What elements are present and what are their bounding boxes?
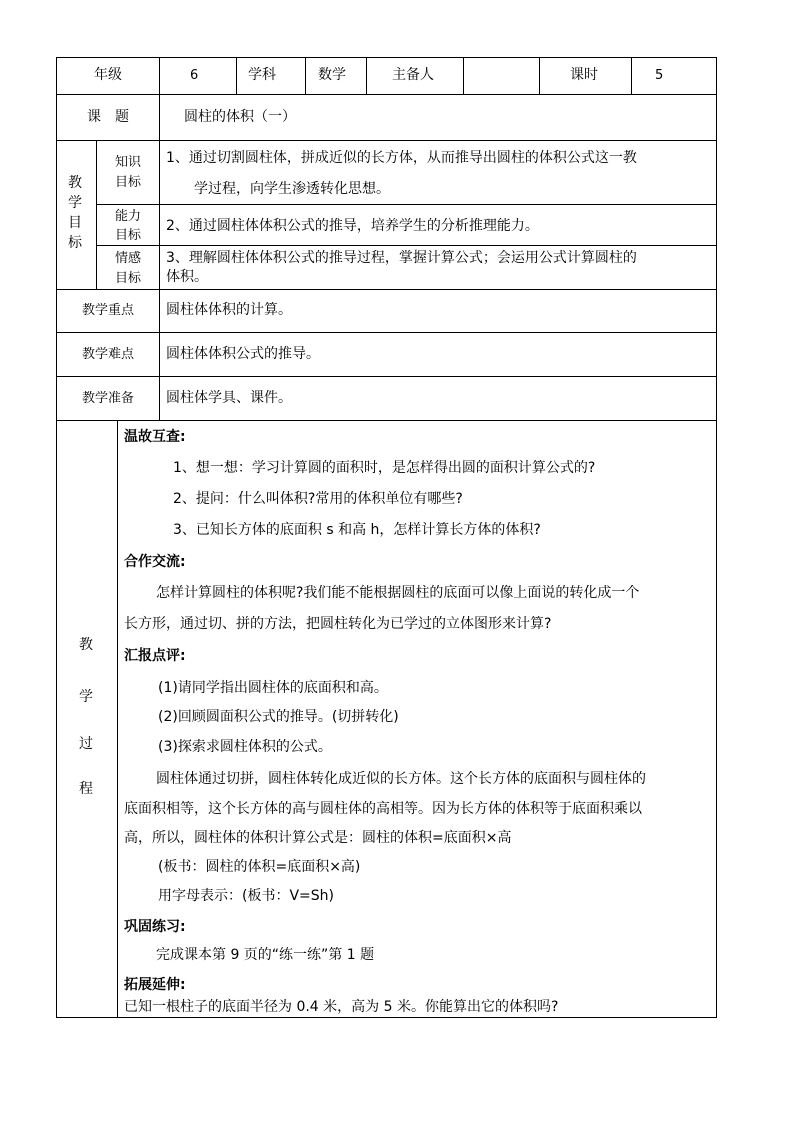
row-divider [56,140,717,141]
emotion-text: 3、理解圆柱体体积公式的推导过程，掌握计算公式；会运用公式计算圆柱的 [166,250,637,266]
review-item: 3、已知长方体的底面积 s 和高 h，怎样计算长方体的体积? [173,522,541,538]
report-text: 圆柱体通过切拼，圆柱体转化成近似的长方体。这个长方体的底面积与圆柱体的 [156,771,646,787]
report-item: (2)回顾圆面积公式的推导。(切拼转化) [158,709,399,725]
col-divider [539,57,540,95]
process-label-char: 学 [79,689,93,705]
review-item: 1、想一想：学习计算圆的面积时，是怎样得出圆的面积计算公式的? [173,460,596,476]
extension-text: 已知一根柱子的底面半径为 0.4 米，高为 5 米。你能算出它的体积吗? [124,999,559,1015]
report-heading: 汇报点评: [124,648,186,664]
table-border [56,1017,717,1018]
process-label-char: 教 [79,637,93,653]
col-divider [463,57,464,95]
period-value: 5 [655,68,664,83]
practice-text: 完成课本第 9 页的“练一练”第 1 题 [156,947,375,963]
objectives-label-char: 教 [68,175,82,191]
objectives-label-char: 学 [68,195,82,211]
grade-label: 年级 [94,67,122,83]
period-label: 课时 [570,67,598,83]
process-label-char: 过 [79,736,93,752]
knowledge-label: 目标 [114,175,141,190]
report-text: 底面积相等，这个长方体的高与圆柱体的高相等。因为长方体的体积等于底面积乘以 [124,801,642,817]
report-item: (3)探索求圆柱体积的公式。 [158,739,332,755]
review-heading: 温故互查: [124,429,186,445]
col-divider [117,420,118,1018]
topic-value: 圆柱的体积（一） [184,109,296,125]
row-divider [56,94,717,95]
ability-text: 2、通过圆柱体体积公式的推导，培养学生的分析推理能力。 [166,218,539,234]
row-divider [56,289,717,290]
process-label-char: 程 [79,781,93,797]
objectives-label-char: 标 [68,235,82,251]
report-item: (1)请同学指出圆柱体的底面积和高。 [158,680,388,696]
col-divider [366,57,367,95]
knowledge-text: 1、通过切割圆柱体，拼成近似的长方体，从而推导出圆柱的体积公式这一教 [166,150,637,166]
key-point-label: 教学重点 [81,303,134,318]
emotion-label: 情感 [114,251,141,266]
knowledge-label: 知识 [114,155,141,170]
subject-label: 学科 [248,67,276,83]
table-border [56,57,717,58]
preparer-label: 主备人 [392,67,434,83]
extension-heading: 拓展延伸: [124,977,186,993]
cooperation-text: 怎样计算圆柱的体积呢?我们能不能根据圆柱的底面可以像上面说的转化成一个 [156,585,640,601]
col-divider [631,57,632,95]
board-note: (板书：圆柱的体积=底面积×高) [158,859,361,875]
table-border [716,57,717,1018]
preparation-label: 教学准备 [81,391,134,406]
row-divider [56,420,717,421]
cooperation-heading: 合作交流: [124,554,186,570]
objectives-label-char: 目 [68,215,82,231]
board-note: 用字母表示：(板书：V=Sh) [158,888,334,904]
practice-heading: 巩固练习: [124,919,186,935]
emotion-text: 体积。 [166,269,208,285]
cooperation-text: 长方形，通过切、拼的方法，把圆柱转化为已学过的立体图形来计算? [124,616,552,632]
ability-label: 目标 [114,228,141,243]
col-divider [305,57,306,95]
row-divider [56,376,717,377]
row-divider [56,332,717,333]
table-border [56,57,57,1018]
grade-value: 6 [190,68,199,83]
review-item: 2、提问：什么叫体积?常用的体积单位有哪些? [173,491,463,507]
key-point-value: 圆柱体体积的计算。 [166,302,292,318]
row-divider [96,204,717,205]
emotion-label: 目标 [114,271,141,286]
row-divider [96,245,717,246]
knowledge-text: 学过程，向学生渗透转化思想。 [194,181,390,197]
topic-label: 课 题 [87,109,129,125]
col-divider [159,57,160,421]
preparation-value: 圆柱体学具、课件。 [166,390,292,406]
report-text: 高，所以，圆柱体的体积计算公式是：圆柱的体积=底面积×高 [124,830,512,846]
ability-label: 能力 [114,209,141,224]
difficulty-label: 教学难点 [81,347,134,362]
difficulty-value: 圆柱体体积公式的推导。 [166,346,320,362]
subject-value: 数学 [318,67,346,83]
col-divider [236,57,237,95]
